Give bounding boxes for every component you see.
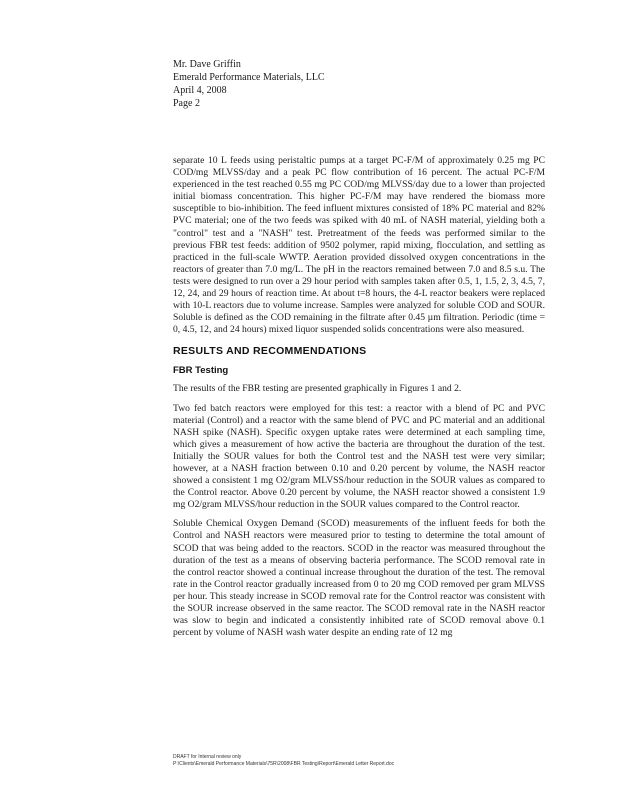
- paragraph-sour: Two fed batch reactors were employed for this test: a reactor with a blend of PC and PVC material (Control) and a reactor with the same blend of PVC and PC material and an additional NASH spike (NASH). Specific oxygen uptake rates were determined at each sampling time, which gives a measurement of how active the bacteria are throughout the duration of the test. Initially the SOUR values for both the Control test and the NASH test were very similar; however, at a NASH fraction between 0.10 and 0.20 percent by volume, the NASH reactor showed a consistent 1 mg O2/gram MLVSS/hour reduction in the SOUR values as compared to the Control reactor. Above 0.20 percent by volume, the NASH reactor showed a consistent 1.9 mg O2/gram MLVSS/hour reduction in the SOUR values compared to the Control reactor.: [173, 402, 545, 511]
- document-footer: [173, 754, 394, 768]
- section-heading: RESULTS AND RECOMMENDATIONS: [173, 345, 367, 358]
- footer-draft-note: DRAFT for Internal review only: [173, 754, 242, 760]
- page-number: Page 2: [173, 98, 200, 109]
- recipient-name: Mr. Dave Griffin: [173, 59, 241, 70]
- paragraph-scod: Soluble Chemical Oxygen Demand (SCOD) measurements of the influent feeds for both the Control and NASH reactors were measured prior to testing to determine the total amount of SCOD that was being added to the reactors. SCOD in the reactor was measured throughout the duration of the test as a means of observing bacteria performance. The SCOD removal rate in the control reactor showed a continual increase throughout the duration of the test. The removal rate in the Control reactor gradually increased from 0 to 20 mg COD removed per gram MLVSS per hour. This steady increase in SCOD removal rate for the Control reactor was consistent with the SOUR increase observed in the same reactor. The SCOD removal rate in the NASH reactor was slow to begin and indicated a consistently inhibited rate of SCOD removal above 0.1 percent by volume of NASH wash water despite an ending rate of 12 mg: [173, 518, 545, 639]
- paragraph-test-method: separate 10 L feeds using peristaltic pumps at a target PC-F/M of approximately 0.25 mg PC COD/mg MLVSS/day and a peak PC flow contribution of 16 percent. The actual PC-F/M experienced in the test reached 0.55 mg PC COD/mg MLVSS/day due to a lower than projected initial biomass concentration. This higher PC-F/M may have rendered the biomass more susceptible to bio-inhibition. The feed influent mixtures consisted of 18% PC material and 82% PVC material; one of the two feeds was spiked with 40 mL of NASH material, yielding both a "control" test and a "NASH" test. Pretreatment of the feeds was performed similar to the previous FBR test feeds: addition of 9502 polymer, rapid mixing, flocculation, and settling as practiced in the full-scale WWTP. Aeration provided dissolved oxygen concentrations in the reactors of greater than 7.0 mg/L. The pH in the reactors remained between 7.0 and 8.5 s.u. The tests were designed to run over a 29 hour period with samples taken after 0.5, 1, 1.5, 2, 3, 4.5, 7, 12, 24, and 29 hours of reaction time. At about t=8 hours, the 4-L reactor beakers were replaced with 10-L reactors due to volume increase. Samples were analyzed for soluble COD and SOUR. Soluble is defined as the COD remaining in the filtrate after 0.45 µm filtration. Periodic (time = 0, 4.5, 12, and 24 hours) mixed liquor suspended solids concentrations were also measured.: [173, 155, 545, 336]
- letter-date: April 4, 2008: [173, 85, 227, 96]
- footer-file-path: P:\Clients\Emerald Performance Materials\75R\2008\FBR Testing\Report\Emerald Letter Report.doc: [173, 761, 395, 767]
- letter-body: [173, 155, 545, 639]
- paragraph-results-intro: The results of the FBR testing are presented graphically in Figures 1 and 2.: [173, 383, 462, 395]
- subsection-heading: FBR Testing: [173, 365, 229, 377]
- recipient-company: Emerald Performance Materials, LLC: [173, 72, 325, 83]
- letter-header: [173, 58, 325, 110]
